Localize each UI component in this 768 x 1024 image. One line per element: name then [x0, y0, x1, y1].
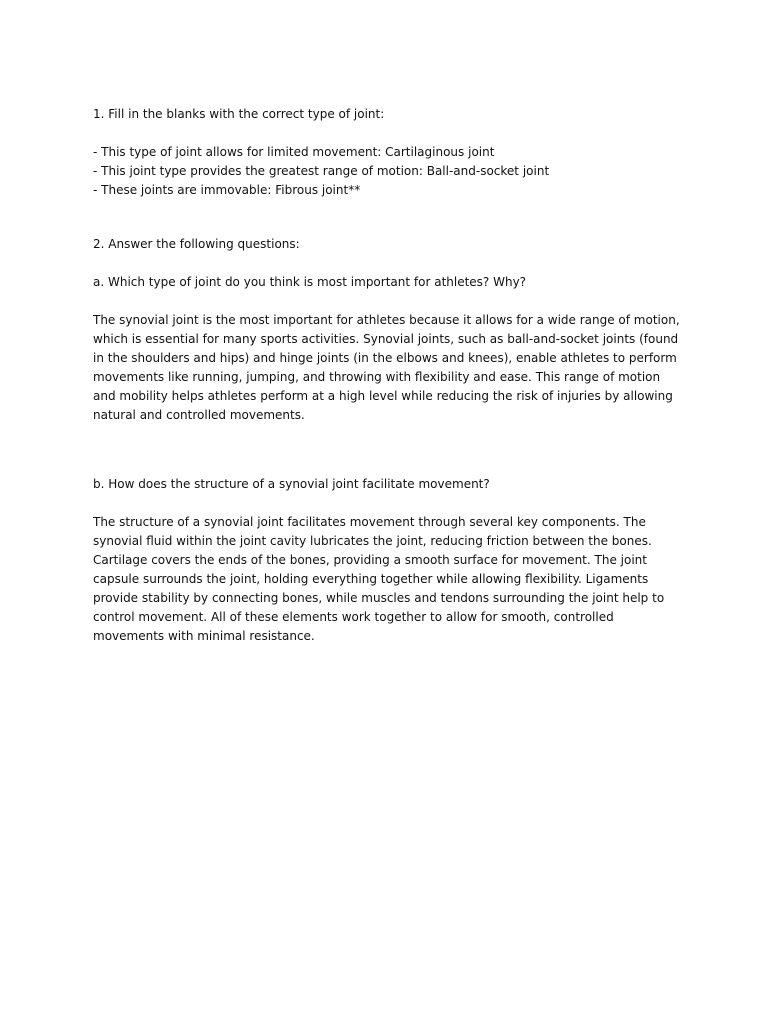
- answer-b-paragraph: The structure of a synovial joint facilitates movement through several key components. The synovial fluid within the joint cavity lubricates the joint, reducing friction between the bones. Cartilage covers the ends of the bones, providing a smooth surface for movement. The joint capsule surrounds the joint, holding everything together while allowing flexibility. Ligaments provide stability by connecting bones, while muscles and tendons surrounding the joint help to control movement. All of these elements work together to allow for smooth, controlled movements with minimal resistance.: [93, 515, 665, 643]
- blank-item-ball-and-socket: - This joint type provides the greatest range of motion: Ball-and-socket joint: [93, 164, 550, 178]
- section-2-heading: 2. Answer the following questions:: [93, 237, 300, 251]
- answer-a-paragraph: The synovial joint is the most important for athletes because it allows for a wide range of motion, which is essential for many sports activities. Synovial joints, such as ball-and-socket joints (found in the shoulders and hips) and hinge joints (in the elbows and knees), enable athletes to perform movements like running, jumping, and throwing with flexibility and ease. This range of motion and mobility helps athletes perform at a high level while reducing the risk of injuries by allowing natural and controlled movements.: [93, 313, 680, 422]
- question-b: b. How does the structure of a synovial joint facilitate movement?: [93, 477, 490, 491]
- question-a: a. Which type of joint do you think is most important for athletes? Why?: [93, 275, 527, 289]
- blank-item-cartilaginous: - This type of joint allows for limited movement: Cartilaginous joint: [93, 145, 495, 159]
- blank-item-fibrous: - These joints are immovable: Fibrous joint**: [93, 183, 361, 197]
- section-1-heading: 1. Fill in the blanks with the correct type of joint:: [93, 107, 385, 121]
- document-content: [93, 105, 683, 646]
